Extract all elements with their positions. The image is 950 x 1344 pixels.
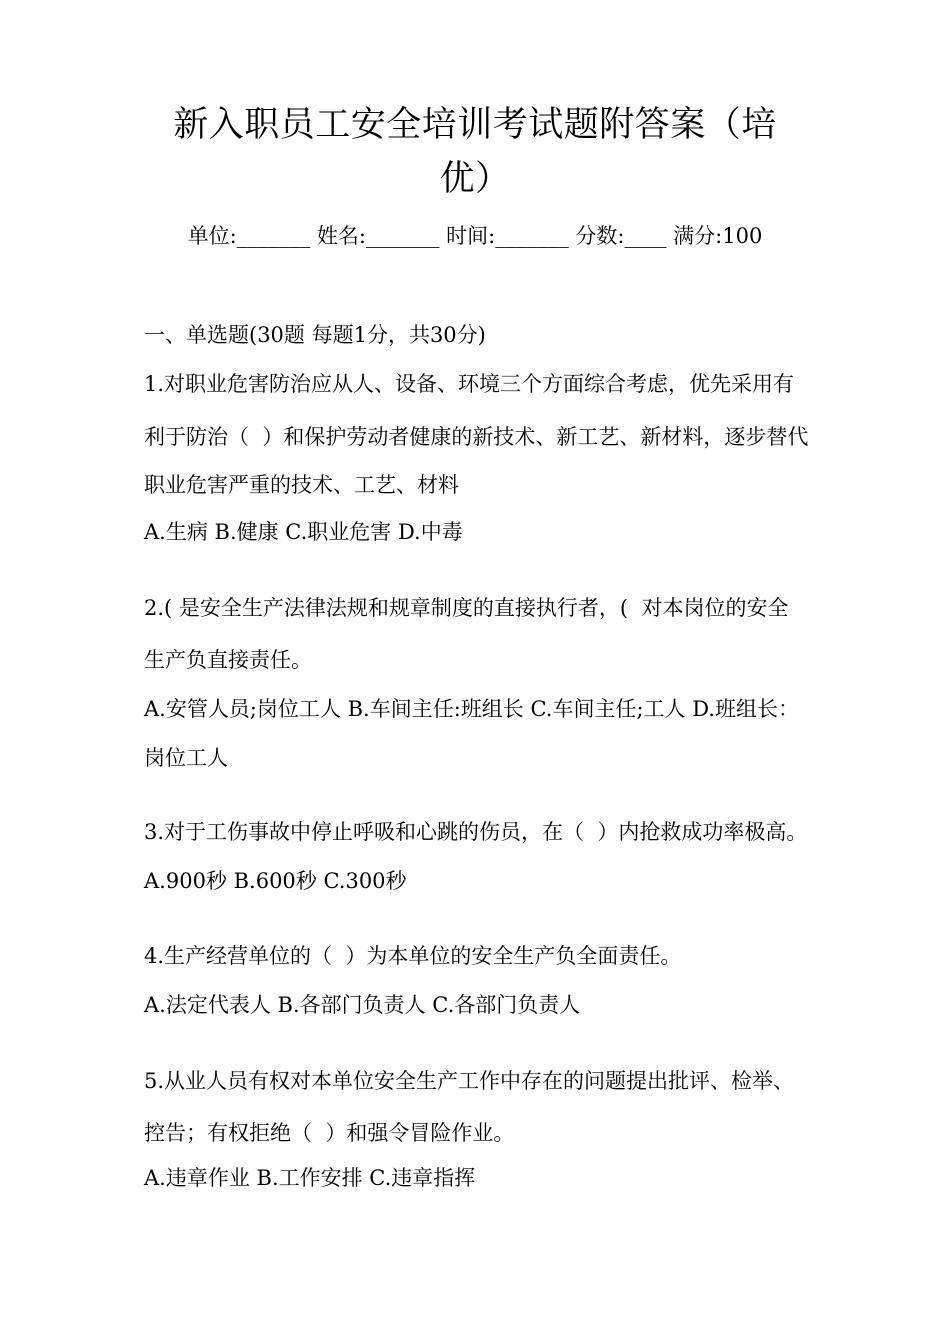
- question-3-options: A.900秒 B.600秒 C.300秒: [144, 869, 407, 893]
- question-5-options: A.违章作业 B.工作安排 C.违章指挥: [144, 1166, 476, 1190]
- question-2-options-line-1: A.安管人员;岗位工人 B.车间主任:班组长 C.车间主任;工人 D.班组长：: [144, 697, 799, 721]
- question-1-stem-line-1: 1.对职业危害防治应从人、设备、环境三个方面综合考虑，优先采用有: [144, 372, 795, 396]
- exam-info-line: 单位:_______ 姓名:_______ 时间:_______ 分数:____ 满分:100: [187, 224, 763, 248]
- question-1-stem-line-3: 职业危害严重的技术、工艺、材料: [144, 473, 459, 497]
- question-1-stem-line-2: 利于防治（ ）和保护劳动者健康的新技术、新工艺、新材料，逐步替代: [144, 425, 809, 449]
- question-2-stem-line-2: 生产负直接责任。: [144, 648, 312, 672]
- question-5-stem-line-1: 5.从业人员有权对本单位安全生产工作中存在的问题提出批评、检举、: [144, 1069, 795, 1093]
- section-heading: 一、单选题(30题 每题1分，共30分): [144, 323, 486, 347]
- question-3-stem: 3.对于工伤事故中停止呼吸和心跳的伤员，在（ ）内抢救成功率极高。: [144, 820, 808, 844]
- question-2-stem-line-1: 2.( 是安全生产法律法规和规章制度的直接执行者，( 对本岗位的安全: [144, 596, 789, 620]
- document-title-line-2: 优）: [439, 159, 511, 199]
- document-title-line-1: 新入职员工安全培训考试题附答案（培: [173, 105, 777, 145]
- question-4-options: A.法定代表人 B.各部门负责人 C.各部门负责人: [144, 993, 581, 1017]
- question-1-options: A.生病 B.健康 C.职业危害 D.中毒: [144, 520, 463, 544]
- question-2-options-line-2: 岗位工人: [144, 746, 228, 770]
- question-4-stem: 4.生产经营单位的（ ）为本单位的安全生产负全面责任。: [144, 944, 682, 968]
- question-5-stem-line-2: 控告；有权拒绝（ ）和强令冒险作业。: [144, 1121, 515, 1145]
